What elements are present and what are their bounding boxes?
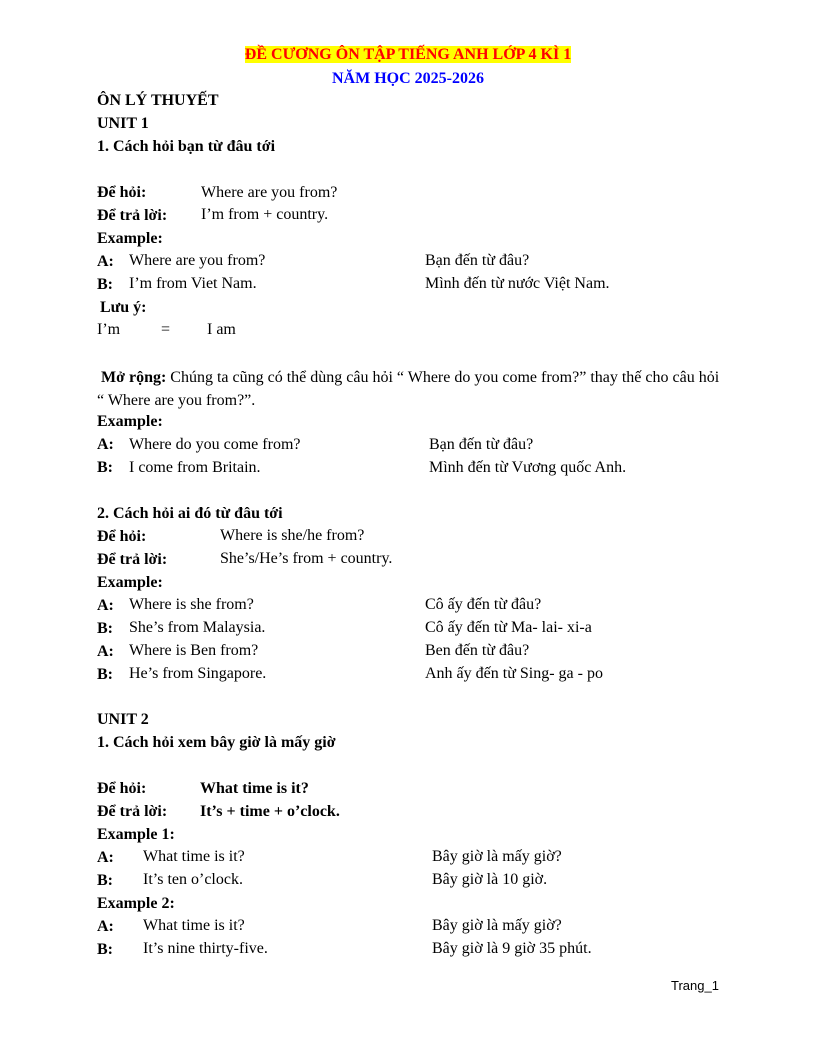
example-vietnamese: Anh ấy đến từ Sing- ga - po (425, 665, 603, 682)
page-number: Trang_1 (671, 978, 719, 993)
example-vietnamese: Ben đến từ đâu? (425, 642, 530, 659)
unit1-section2-heading: 2. Cách hỏi ai đó từ đâu tới (97, 505, 283, 522)
example-english: I come from Britain. (129, 459, 261, 476)
example-vietnamese: Bây giờ là 10 giờ. (432, 871, 548, 888)
answer-label: Để trả lời: (97, 207, 168, 224)
example-english: It’s nine thirty-five. (143, 940, 268, 957)
example-english: She’s from Malaysia. (129, 619, 266, 636)
ask-label: Để hỏi: (97, 528, 147, 545)
note-label: Lưu ý: (100, 299, 147, 316)
answer-pattern: She’s/He’s from + country. (220, 550, 393, 567)
answer-label: Để trả lời: (97, 803, 168, 820)
title-text: ĐỀ CƯƠNG ÔN TẬP TIẾNG ANH LỚP 4 KÌ 1 (244, 46, 572, 63)
example-english: Where is Ben from? (129, 642, 259, 659)
note-equals: = (161, 321, 171, 338)
example-english: Where are you from? (129, 252, 266, 269)
ask-question: Where are you from? (201, 184, 338, 201)
extend-text: Chúng ta cũng có thể dùng câu hỏi “ Where do you come from?” thay thế cho câu hỏi “ Where are you from?”. (97, 369, 720, 409)
example-vietnamese: Bây giờ là mấy giờ? (432, 917, 562, 934)
speaker-label: B: (97, 666, 113, 683)
speaker-label: B: (97, 459, 113, 476)
unit1-heading: UNIT 1 (97, 115, 149, 132)
ask-question: Where is she/he from? (220, 527, 365, 544)
extend-paragraph (97, 366, 727, 412)
example-vietnamese: Bạn đến từ đâu? (429, 436, 534, 453)
speaker-label: A: (97, 918, 114, 935)
example-english: Where is she from? (129, 596, 254, 613)
answer-pattern: It’s + time + o’clock. (200, 803, 340, 820)
extend-label: Mở rộng: (101, 369, 167, 386)
speaker-label: A: (97, 436, 114, 453)
unit2-section1-heading: 1. Cách hỏi xem bây giờ là mấy giờ (97, 734, 336, 751)
example-english: He’s from Singapore. (129, 665, 267, 682)
example-vietnamese: Bây giờ là mấy giờ? (432, 848, 562, 865)
example-vietnamese: Mình đến từ Vương quốc Anh. (429, 459, 627, 476)
example-label: Example 1: (97, 826, 175, 843)
theory-heading: ÔN LÝ THUYẾT (97, 92, 219, 109)
example-english: I’m from Viet Nam. (129, 275, 257, 292)
ask-label: Để hỏi: (97, 184, 147, 201)
speaker-label: A: (97, 849, 114, 866)
speaker-label: B: (97, 620, 113, 637)
example-english: Where do you come from? (129, 436, 301, 453)
note-contraction: I’m (97, 321, 121, 338)
example-vietnamese: Cô ấy đến từ đâu? (425, 596, 542, 613)
example-vietnamese: Bạn đến từ đâu? (425, 252, 530, 269)
speaker-label: A: (97, 643, 114, 660)
speaker-label: A: (97, 597, 114, 614)
ask-label: Để hỏi: (97, 780, 147, 797)
school-year: NĂM HỌC 2025-2026 (332, 70, 484, 87)
example-english: What time is it? (143, 917, 245, 934)
speaker-label: A: (97, 253, 114, 270)
ask-question: What time is it? (200, 780, 309, 797)
example-vietnamese: Mình đến từ nước Việt Nam. (425, 275, 610, 292)
unit1-section1-heading: 1. Cách hỏi bạn từ đâu tới (97, 138, 276, 155)
example-vietnamese: Cô ấy đến từ Ma- lai- xi-a (425, 619, 592, 636)
example-english: It’s ten o’clock. (143, 871, 243, 888)
speaker-label: B: (97, 276, 113, 293)
example-vietnamese: Bây giờ là 9 giờ 35 phút. (432, 940, 592, 957)
example-english: What time is it? (143, 848, 245, 865)
speaker-label: B: (97, 872, 113, 889)
example-label: Example: (97, 413, 163, 430)
example-label: Example 2: (97, 895, 175, 912)
note-full-form: I am (207, 321, 236, 338)
answer-pattern: I’m from + country. (201, 206, 329, 223)
example-label: Example: (97, 230, 163, 247)
unit2-heading: UNIT 2 (97, 711, 149, 728)
speaker-label: B: (97, 941, 113, 958)
document-title (0, 45, 816, 65)
example-label: Example: (97, 574, 163, 591)
answer-label: Để trả lời: (97, 551, 168, 568)
